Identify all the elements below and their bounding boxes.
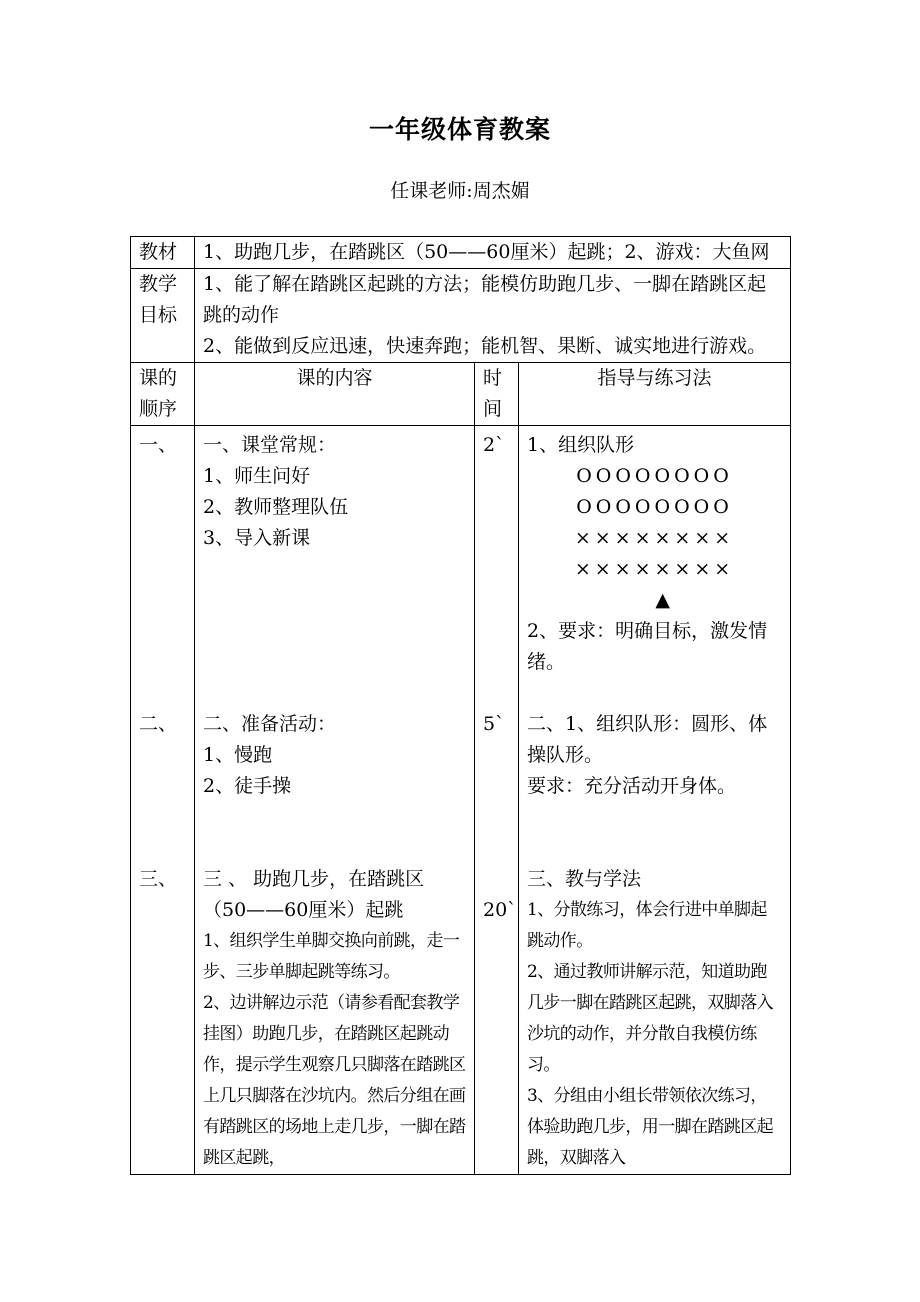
goals-label-line-2: 目标 — [139, 304, 178, 326]
goals-label-line-1: 教学 — [139, 273, 178, 295]
header-time-line-2: 间 — [483, 398, 503, 420]
header-time — [475, 363, 519, 426]
s3-content-line: 1、组织学生单脚交换向前跳，走一步、三步单脚起跳等练习。 — [203, 931, 460, 982]
s2-guide-line: 要求：充分活动开身体。 — [527, 775, 737, 797]
order-column — [131, 426, 195, 1175]
s3-content-line: 三 、 助跑几步，在踏跳区（50——60厘米）起跳 — [203, 868, 425, 921]
s3-guide-line: 三、教与学法 — [527, 868, 642, 890]
s2-order: 二、 — [139, 713, 178, 735]
goals-row — [131, 269, 791, 363]
guide-column — [519, 426, 791, 1175]
s3-guide-line: 1、分散练习，体会行进中单脚起跳动作。 — [527, 900, 767, 951]
s3-order: 三、 — [139, 868, 178, 890]
s3-guide — [527, 864, 782, 1174]
s1-guide-requirement: 2、要求：明确目标，激发情绪。 — [527, 620, 768, 673]
goal-2: 2、能做到反应迅速，快速奔跑；能机智、果断、诚实地进行游戏。 — [203, 335, 767, 357]
formation-row-students: OOOOOOOO — [576, 496, 733, 518]
s3-guide-line: 2、通过教师讲解示范，知道助跑几步一脚在踏跳区起跳，双脚落入沙坑的动作，并分散自我模仿练习。 — [527, 962, 773, 1075]
header-order-line-2: 顺序 — [139, 398, 178, 420]
s1-guide — [527, 430, 782, 678]
formation-row-students: OOOOOOOO — [576, 465, 733, 487]
s1-content-line: 一、课堂常规： — [203, 434, 337, 456]
goals-label — [131, 269, 195, 363]
s3-time: 20` — [483, 899, 517, 921]
s2-guide — [527, 709, 782, 802]
goal-1: 1、能了解在踏跳区起跳的方法；能模仿助跑几步、一脚在踏跳区起跳的动作 — [203, 273, 767, 326]
s3-guide-line: 3、分组由小组长带领依次练习，体验助跑几步，用一脚在踏跳区起跳，双脚落入 — [527, 1086, 773, 1168]
header-time-line-1: 时 — [483, 367, 503, 389]
header-order — [131, 363, 195, 426]
header-order-line-1: 课的 — [139, 367, 178, 389]
lesson-plan-table — [130, 236, 791, 1175]
teacher-name: 任课老师:周杰媚 — [390, 180, 530, 202]
header-guide: 指导与练习法 — [519, 363, 791, 426]
s1-content-line: 1、师生问好 — [203, 465, 311, 487]
material-label: 教材 — [131, 237, 195, 269]
s2-content — [203, 709, 466, 802]
s3-content-line: 2、边讲解边示范（请参看配套教学挂图）助跑几步，在踏跳区起跳动作，提示学生观察几只脚落在踏跳区上几只脚落在沙坑内。然后分组在画有踏跳区的场地上走几步，一脚在踏跳区起跳， — [203, 993, 466, 1168]
formation-diagram — [527, 461, 782, 616]
s1-content-line: 3、导入新课 — [203, 527, 311, 549]
header-row — [131, 363, 791, 426]
time-column — [475, 426, 519, 1175]
sections-row — [131, 426, 791, 1175]
s1-time: 2` — [483, 434, 505, 456]
material-content: 1、助跑几步，在踏跳区（50——60厘米）起跳；2、游戏：大鱼网 — [195, 237, 791, 269]
material-row — [131, 237, 791, 269]
s1-order: 一、 — [139, 434, 178, 456]
header-content: 课的内容 — [195, 363, 475, 426]
s3-content — [203, 864, 466, 1174]
teacher-triangle-icon: ▲ — [655, 589, 670, 611]
s1-content-line: 2、教师整理队伍 — [203, 496, 349, 518]
goals-content — [195, 269, 791, 363]
s2-time: 5` — [483, 713, 505, 735]
content-column — [195, 426, 475, 1175]
s2-content-line: 二、准备活动： — [203, 713, 337, 735]
document-title: 一年级体育教案 — [368, 115, 551, 144]
formation-row-students: ×××××××× — [574, 558, 735, 580]
formation-row-students: ×××××××× — [574, 527, 735, 549]
s2-content-line: 2、徒手操 — [203, 775, 292, 797]
s1-content — [203, 430, 466, 554]
s2-guide-line: 二、1、组织队形：圆形、体操队形。 — [527, 713, 768, 766]
s2-content-line: 1、慢跑 — [203, 744, 273, 766]
s1-guide-intro: 1、组织队形 — [527, 434, 635, 456]
